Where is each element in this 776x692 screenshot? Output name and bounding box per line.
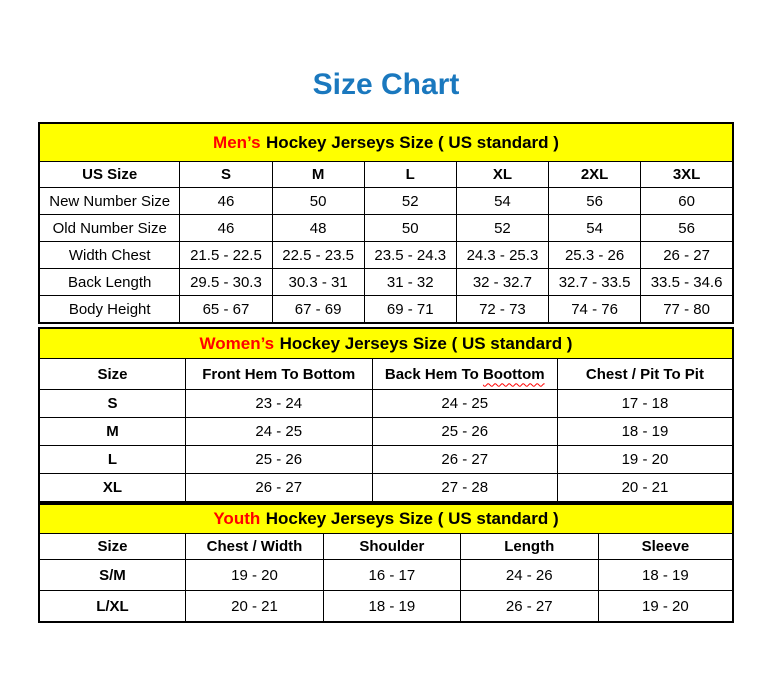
column-header: 3XL (641, 162, 733, 188)
table-cell: 32 - 32.7 (456, 269, 548, 296)
table-cell: 18 - 19 (557, 418, 733, 446)
table-cell: 31 - 32 (364, 269, 456, 296)
table-cell: 54 (549, 215, 641, 242)
mens-heading-accent: Men’s (213, 132, 261, 152)
mens-heading-rest: Hockey Jerseys Size ( US standard ) (266, 132, 559, 152)
table-cell: 26 - 27 (185, 474, 372, 503)
row-label: XL (39, 474, 185, 503)
table-cell: 19 - 20 (557, 446, 733, 474)
table-cell: 26 - 27 (641, 242, 733, 269)
table-cell: 48 (272, 215, 364, 242)
column-header: Size (39, 534, 185, 560)
table-cell: 18 - 19 (598, 560, 733, 591)
column-header: US Size (39, 162, 180, 188)
table-cell: 50 (272, 188, 364, 215)
table-cell: 24 - 26 (460, 560, 598, 591)
table-cell: 18 - 19 (324, 591, 461, 623)
column-header: Length (460, 534, 598, 560)
table-cell: 21.5 - 22.5 (180, 242, 272, 269)
column-header: Front Hem To Bottom (185, 359, 372, 390)
womens-heading-accent: Women’s (199, 333, 275, 353)
youth-section-heading (39, 504, 733, 534)
row-label: Body Height (39, 296, 180, 324)
womens-section-heading (39, 328, 733, 359)
column-header: Shoulder (324, 534, 461, 560)
mens-size-table (38, 122, 734, 324)
table-cell: 17 - 18 (557, 390, 733, 418)
row-label: Old Number Size (39, 215, 180, 242)
table-cell: 19 - 20 (598, 591, 733, 623)
table-row (39, 418, 733, 446)
table-cell: 32.7 - 33.5 (549, 269, 641, 296)
table-cell: 60 (641, 188, 733, 215)
table-cell: 16 - 17 (324, 560, 461, 591)
table-cell: 52 (456, 215, 548, 242)
table-cell: 25.3 - 26 (549, 242, 641, 269)
youth-heading-row (39, 504, 733, 534)
spellcheck-squiggle-word: Boottom (482, 365, 545, 383)
table-cell: 46 (180, 215, 272, 242)
table-row (39, 474, 733, 503)
table-cell: 67 - 69 (272, 296, 364, 324)
table-cell: 29.5 - 30.3 (180, 269, 272, 296)
table-row (39, 296, 733, 324)
row-label: S (39, 390, 185, 418)
table-row (39, 188, 733, 215)
table-row (39, 242, 733, 269)
column-header: L (364, 162, 456, 188)
youth-header-row (39, 534, 733, 560)
row-label: Back Length (39, 269, 180, 296)
table-cell: 27 - 28 (372, 474, 557, 503)
table-cell: 56 (549, 188, 641, 215)
column-header: S (180, 162, 272, 188)
column-header-misspelled (372, 359, 557, 390)
table-cell: 26 - 27 (460, 591, 598, 623)
column-header: 2XL (549, 162, 641, 188)
table-cell: 65 - 67 (180, 296, 272, 324)
column-header: Chest / Width (185, 534, 323, 560)
table-cell: 24.3 - 25.3 (456, 242, 548, 269)
table-row (39, 560, 733, 591)
table-cell: 50 (364, 215, 456, 242)
table-cell: 24 - 25 (372, 390, 557, 418)
mens-section-heading (39, 123, 733, 162)
womens-header-row (39, 359, 733, 390)
table-cell: 56 (641, 215, 733, 242)
mens-heading-row (39, 123, 733, 162)
row-label: New Number Size (39, 188, 180, 215)
table-row (39, 269, 733, 296)
page-title: Size Chart (312, 68, 460, 101)
womens-size-table (38, 327, 734, 503)
column-header: M (272, 162, 364, 188)
column-header: Size (39, 359, 185, 390)
table-cell: 22.5 - 23.5 (272, 242, 364, 269)
table-cell: 72 - 73 (456, 296, 548, 324)
row-label: Width Chest (39, 242, 180, 269)
table-cell: 54 (456, 188, 548, 215)
womens-heading-row (39, 328, 733, 359)
table-cell: 52 (364, 188, 456, 215)
table-cell: 20 - 21 (557, 474, 733, 503)
table-cell: 25 - 26 (372, 418, 557, 446)
column-header-text: Back Hem To (384, 365, 479, 383)
table-cell: 46 (180, 188, 272, 215)
table-row (39, 446, 733, 474)
table-row (39, 390, 733, 418)
youth-heading-rest: Hockey Jerseys Size ( US standard ) (265, 509, 559, 528)
table-cell: 25 - 26 (185, 446, 372, 474)
table-cell: 26 - 27 (372, 446, 557, 474)
table-cell: 74 - 76 (549, 296, 641, 324)
table-cell: 23 - 24 (185, 390, 372, 418)
table-cell: 77 - 80 (641, 296, 733, 324)
table-cell: 33.5 - 34.6 (641, 269, 733, 296)
table-cell: 30.3 - 31 (272, 269, 364, 296)
youth-size-table (38, 503, 734, 623)
table-row (39, 591, 733, 623)
table-cell: 24 - 25 (185, 418, 372, 446)
table-cell: 69 - 71 (364, 296, 456, 324)
column-header: XL (456, 162, 548, 188)
table-cell: 23.5 - 24.3 (364, 242, 456, 269)
column-header: Sleeve (598, 534, 733, 560)
youth-heading-accent: Youth (213, 509, 261, 528)
table-row (39, 215, 733, 242)
mens-header-row (39, 162, 733, 188)
table-cell: 20 - 21 (185, 591, 323, 623)
table-cell: 19 - 20 (185, 560, 323, 591)
womens-heading-rest: Hockey Jerseys Size ( US standard ) (279, 333, 573, 353)
row-label: L (39, 446, 185, 474)
row-label: L/XL (39, 591, 185, 623)
row-label: S/M (39, 560, 185, 591)
column-header: Chest / Pit To Pit (557, 359, 733, 390)
size-chart-tables (38, 122, 734, 623)
row-label: M (39, 418, 185, 446)
